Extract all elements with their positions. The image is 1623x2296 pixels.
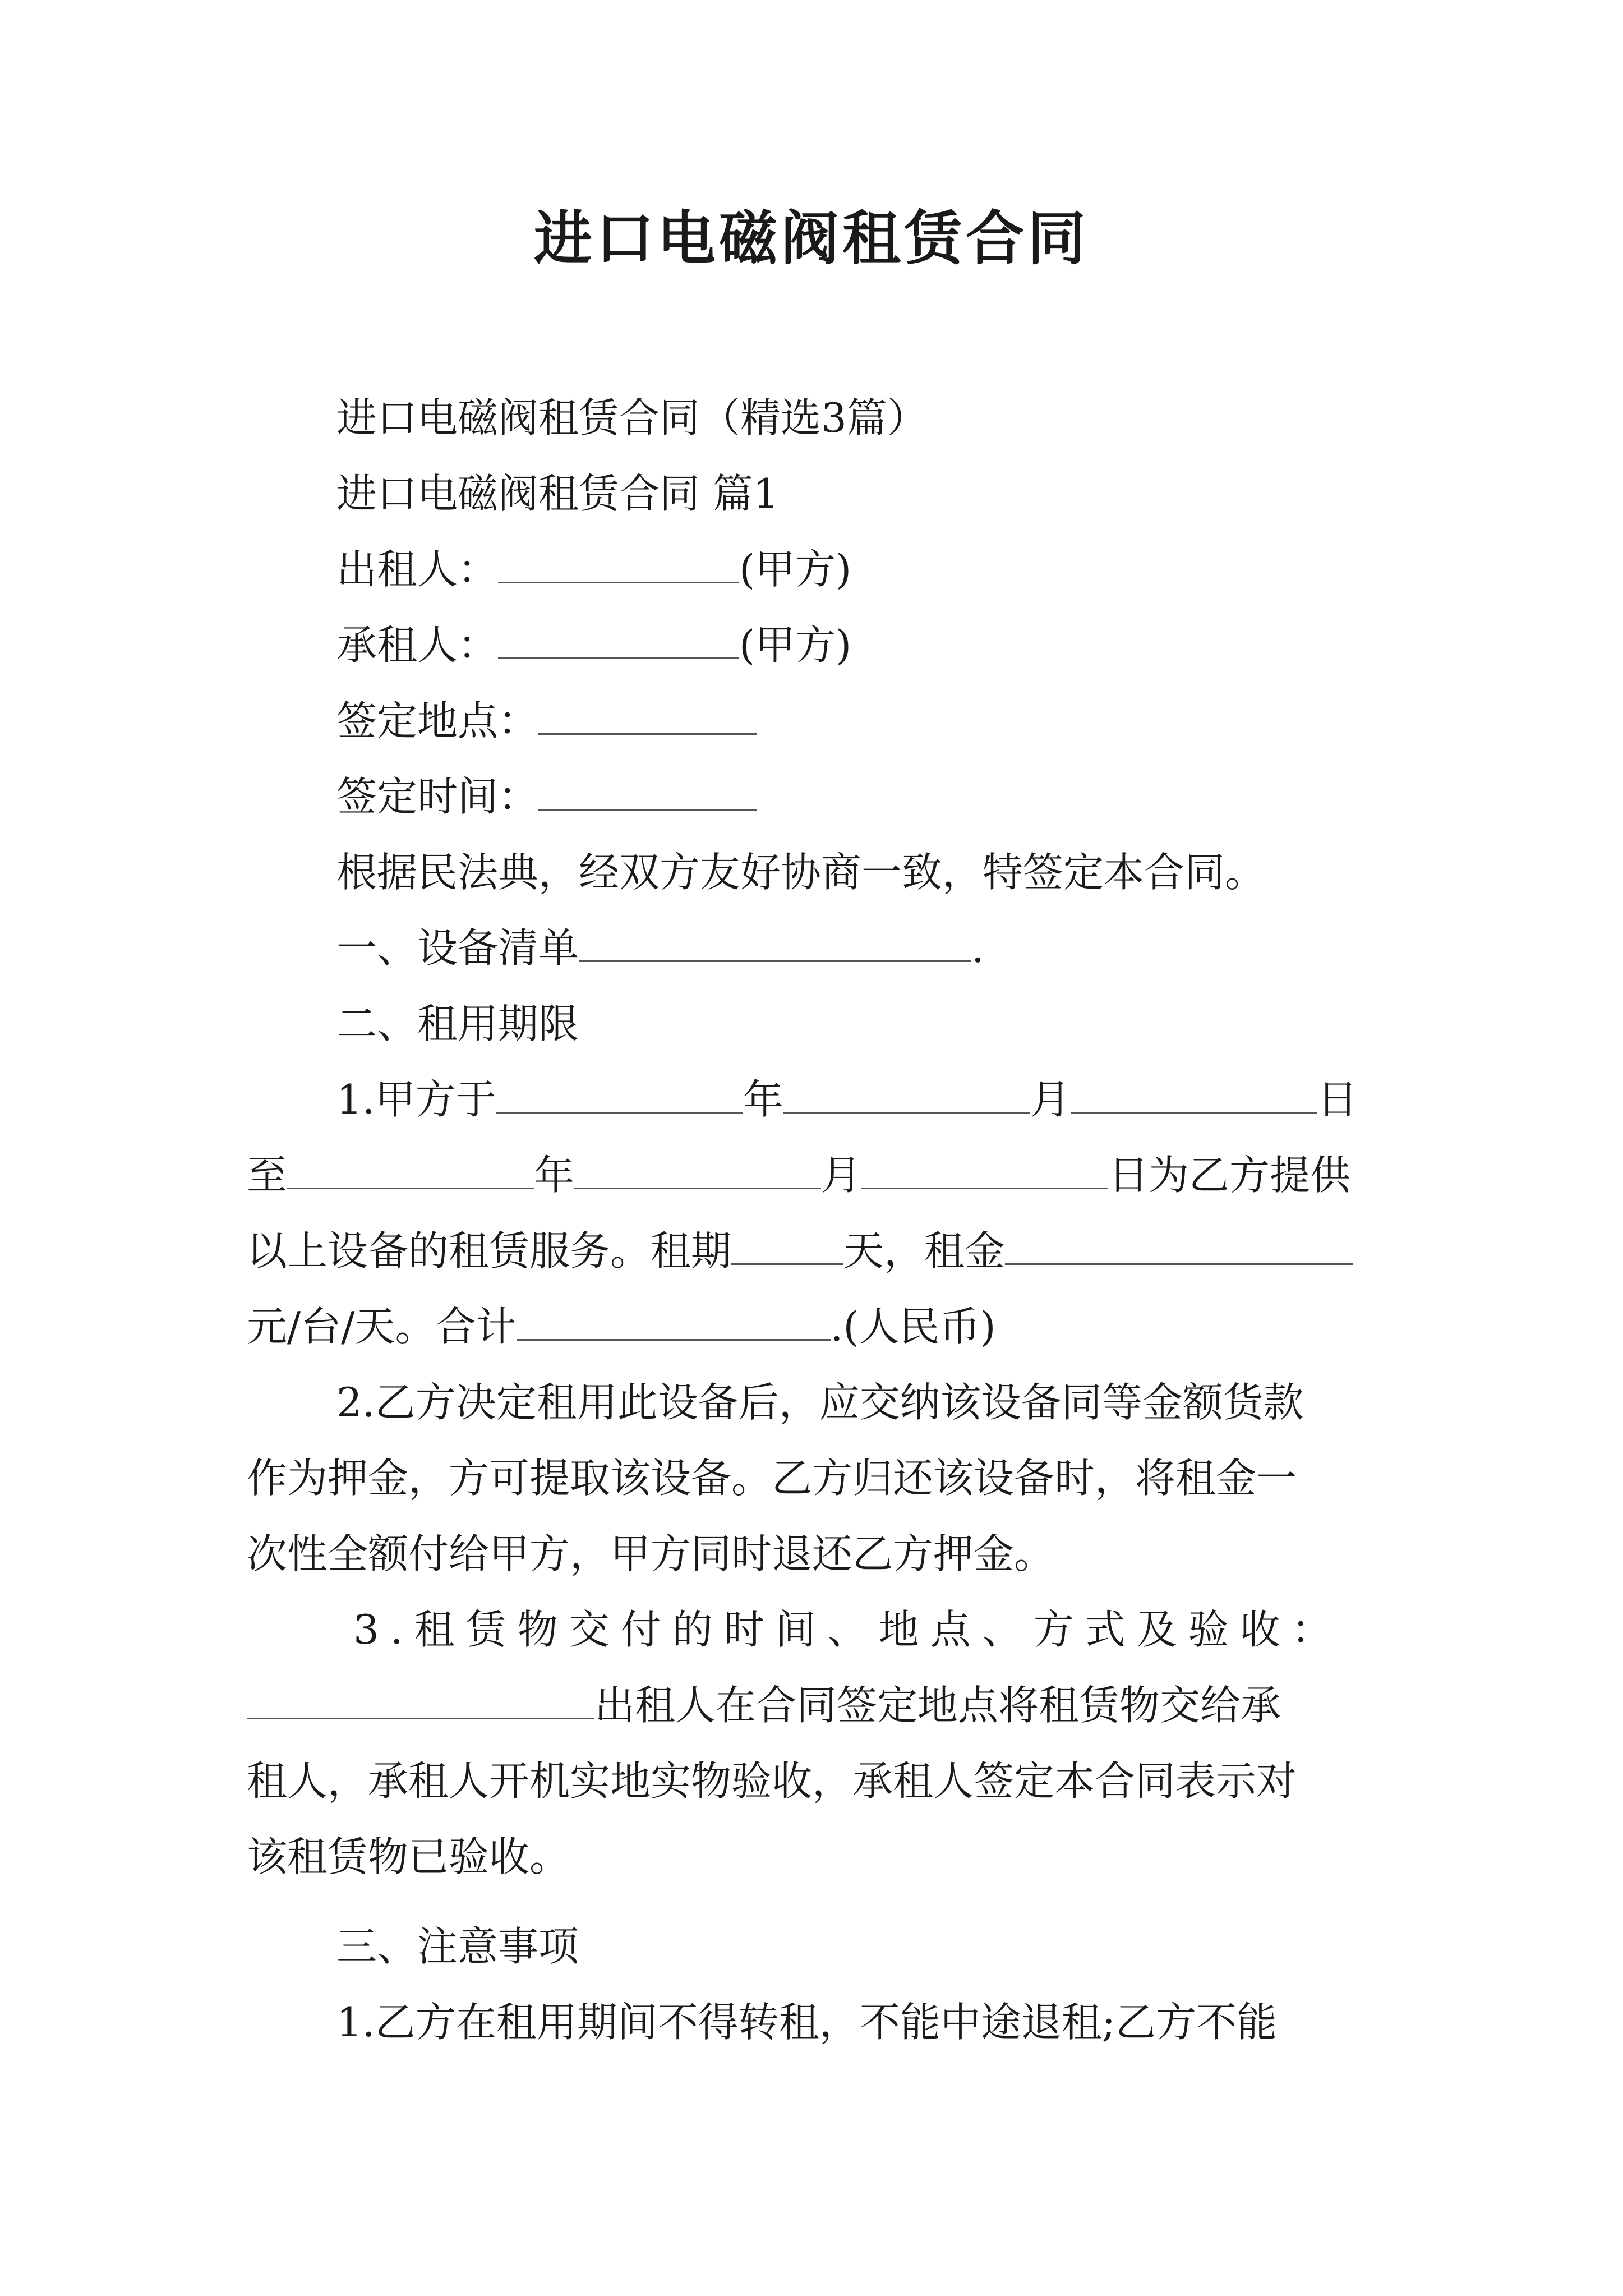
preamble-line (336, 844, 1265, 900)
delivery-text-3: 租人，承租人开机实地实物验收，承租人签定本合同表示对 (247, 1757, 1297, 1805)
lessor-label: 出租人： (336, 546, 499, 593)
deposit-text-3: 次性全额付给甲方，甲方同时退还乙方押金。 (247, 1530, 1055, 1577)
notes-item-1-line (336, 1994, 1277, 2050)
document-title: 进口电磁阀租赁合同 (533, 204, 1089, 273)
deposit-text-1: 2.乙方决定租用此设备后，应交纳该设备同等金额货款 (336, 1379, 1304, 1426)
notes-item-1-text: 1.乙方在租用期间不得转租，不能中途退租;乙方不能 (336, 1999, 1277, 2046)
day-label: 日 (1317, 1076, 1358, 1123)
rent-blank (1005, 1227, 1353, 1265)
signing-place-line (336, 693, 757, 749)
signing-place-label: 签定地点： (336, 697, 539, 744)
notes-heading: 三、注意事项 (336, 1923, 579, 1970)
rental-term-heading: 二、租用期限 (336, 1000, 579, 1047)
delivery-text-4: 该租赁物已验收。 (247, 1833, 570, 1880)
end-day-blank (861, 1152, 1108, 1189)
start-day-blank (1071, 1076, 1317, 1114)
equipment-list-line (336, 920, 984, 976)
notes-heading-line (336, 1918, 579, 1975)
lessee-line (336, 617, 851, 673)
rental-service-text: 以上设备的租赁服务。租期 (247, 1227, 732, 1274)
lessee-label: 承租人： (336, 622, 499, 669)
total-line (247, 1299, 996, 1355)
rental-term-heading-line (336, 996, 579, 1052)
end-month-label: 月 (821, 1152, 862, 1199)
signing-place-blank (538, 697, 757, 735)
signing-time-label: 签定时间： (336, 773, 539, 820)
total-suffix: .(人民币) (830, 1303, 996, 1350)
deposit-line-2 (247, 1450, 1297, 1506)
term-start-label: 1.甲方于 (336, 1076, 496, 1123)
lessee-blank (498, 622, 739, 659)
deposit-text-2: 作为押金，方可提取该设备。乙方归还该设备时，将租金一 (247, 1455, 1297, 1502)
signing-time-blank (538, 773, 757, 811)
end-year-label: 年 (534, 1152, 575, 1199)
section-heading-text: 进口电磁阀租赁合同 篇1 (336, 470, 779, 517)
lessor-line (336, 541, 851, 597)
term-start-line (336, 1071, 1358, 1128)
end-year-blank (287, 1152, 534, 1189)
end-day-text: 日为乙方提供 (1108, 1152, 1351, 1199)
delivery-heading-text: 3.租赁物交付的时间、地点、方式及验收： (353, 1606, 1343, 1653)
rental-fee-line (247, 1223, 1353, 1279)
equipment-list-label: 一、设备清单 (336, 924, 579, 972)
delivery-blank (247, 1682, 594, 1719)
equipment-list-period: . (971, 924, 984, 972)
deposit-line-3 (247, 1526, 1054, 1582)
total-blank (517, 1303, 831, 1341)
year-label: 年 (743, 1076, 783, 1123)
lessee-suffix: (甲方) (739, 622, 852, 669)
start-month-blank (783, 1076, 1030, 1114)
delivery-heading-line (353, 1602, 1343, 1658)
section-heading-line (336, 466, 779, 522)
lessor-suffix: (甲方) (739, 546, 852, 593)
preamble-text: 根据民法典，经双方友好协商一致，特签定本合同。 (336, 849, 1266, 896)
days-blank (731, 1227, 843, 1265)
deposit-line-1 (336, 1374, 1304, 1430)
end-month-blank (574, 1152, 821, 1189)
start-year-blank (496, 1076, 743, 1114)
delivery-line-4 (247, 1829, 570, 1885)
signing-time-line (336, 769, 757, 825)
delivery-line-2 (247, 1677, 1281, 1733)
delivery-line-3 (247, 1753, 1297, 1809)
lessor-blank (498, 546, 739, 583)
term-end-line (247, 1147, 1350, 1203)
subtitle-text: 进口电磁阀租赁合同（精选3篇） (336, 394, 928, 441)
equipment-list-blank (579, 924, 971, 962)
term-end-label: 至 (247, 1152, 288, 1199)
month-label: 月 (1030, 1076, 1071, 1123)
delivery-text-2: 出租人在合同签定地点将租赁物交给承 (594, 1682, 1281, 1729)
subtitle-line (336, 390, 928, 446)
rent-label: 天，租金 (843, 1227, 1006, 1274)
total-label: 元/台/天。合计 (247, 1303, 517, 1350)
